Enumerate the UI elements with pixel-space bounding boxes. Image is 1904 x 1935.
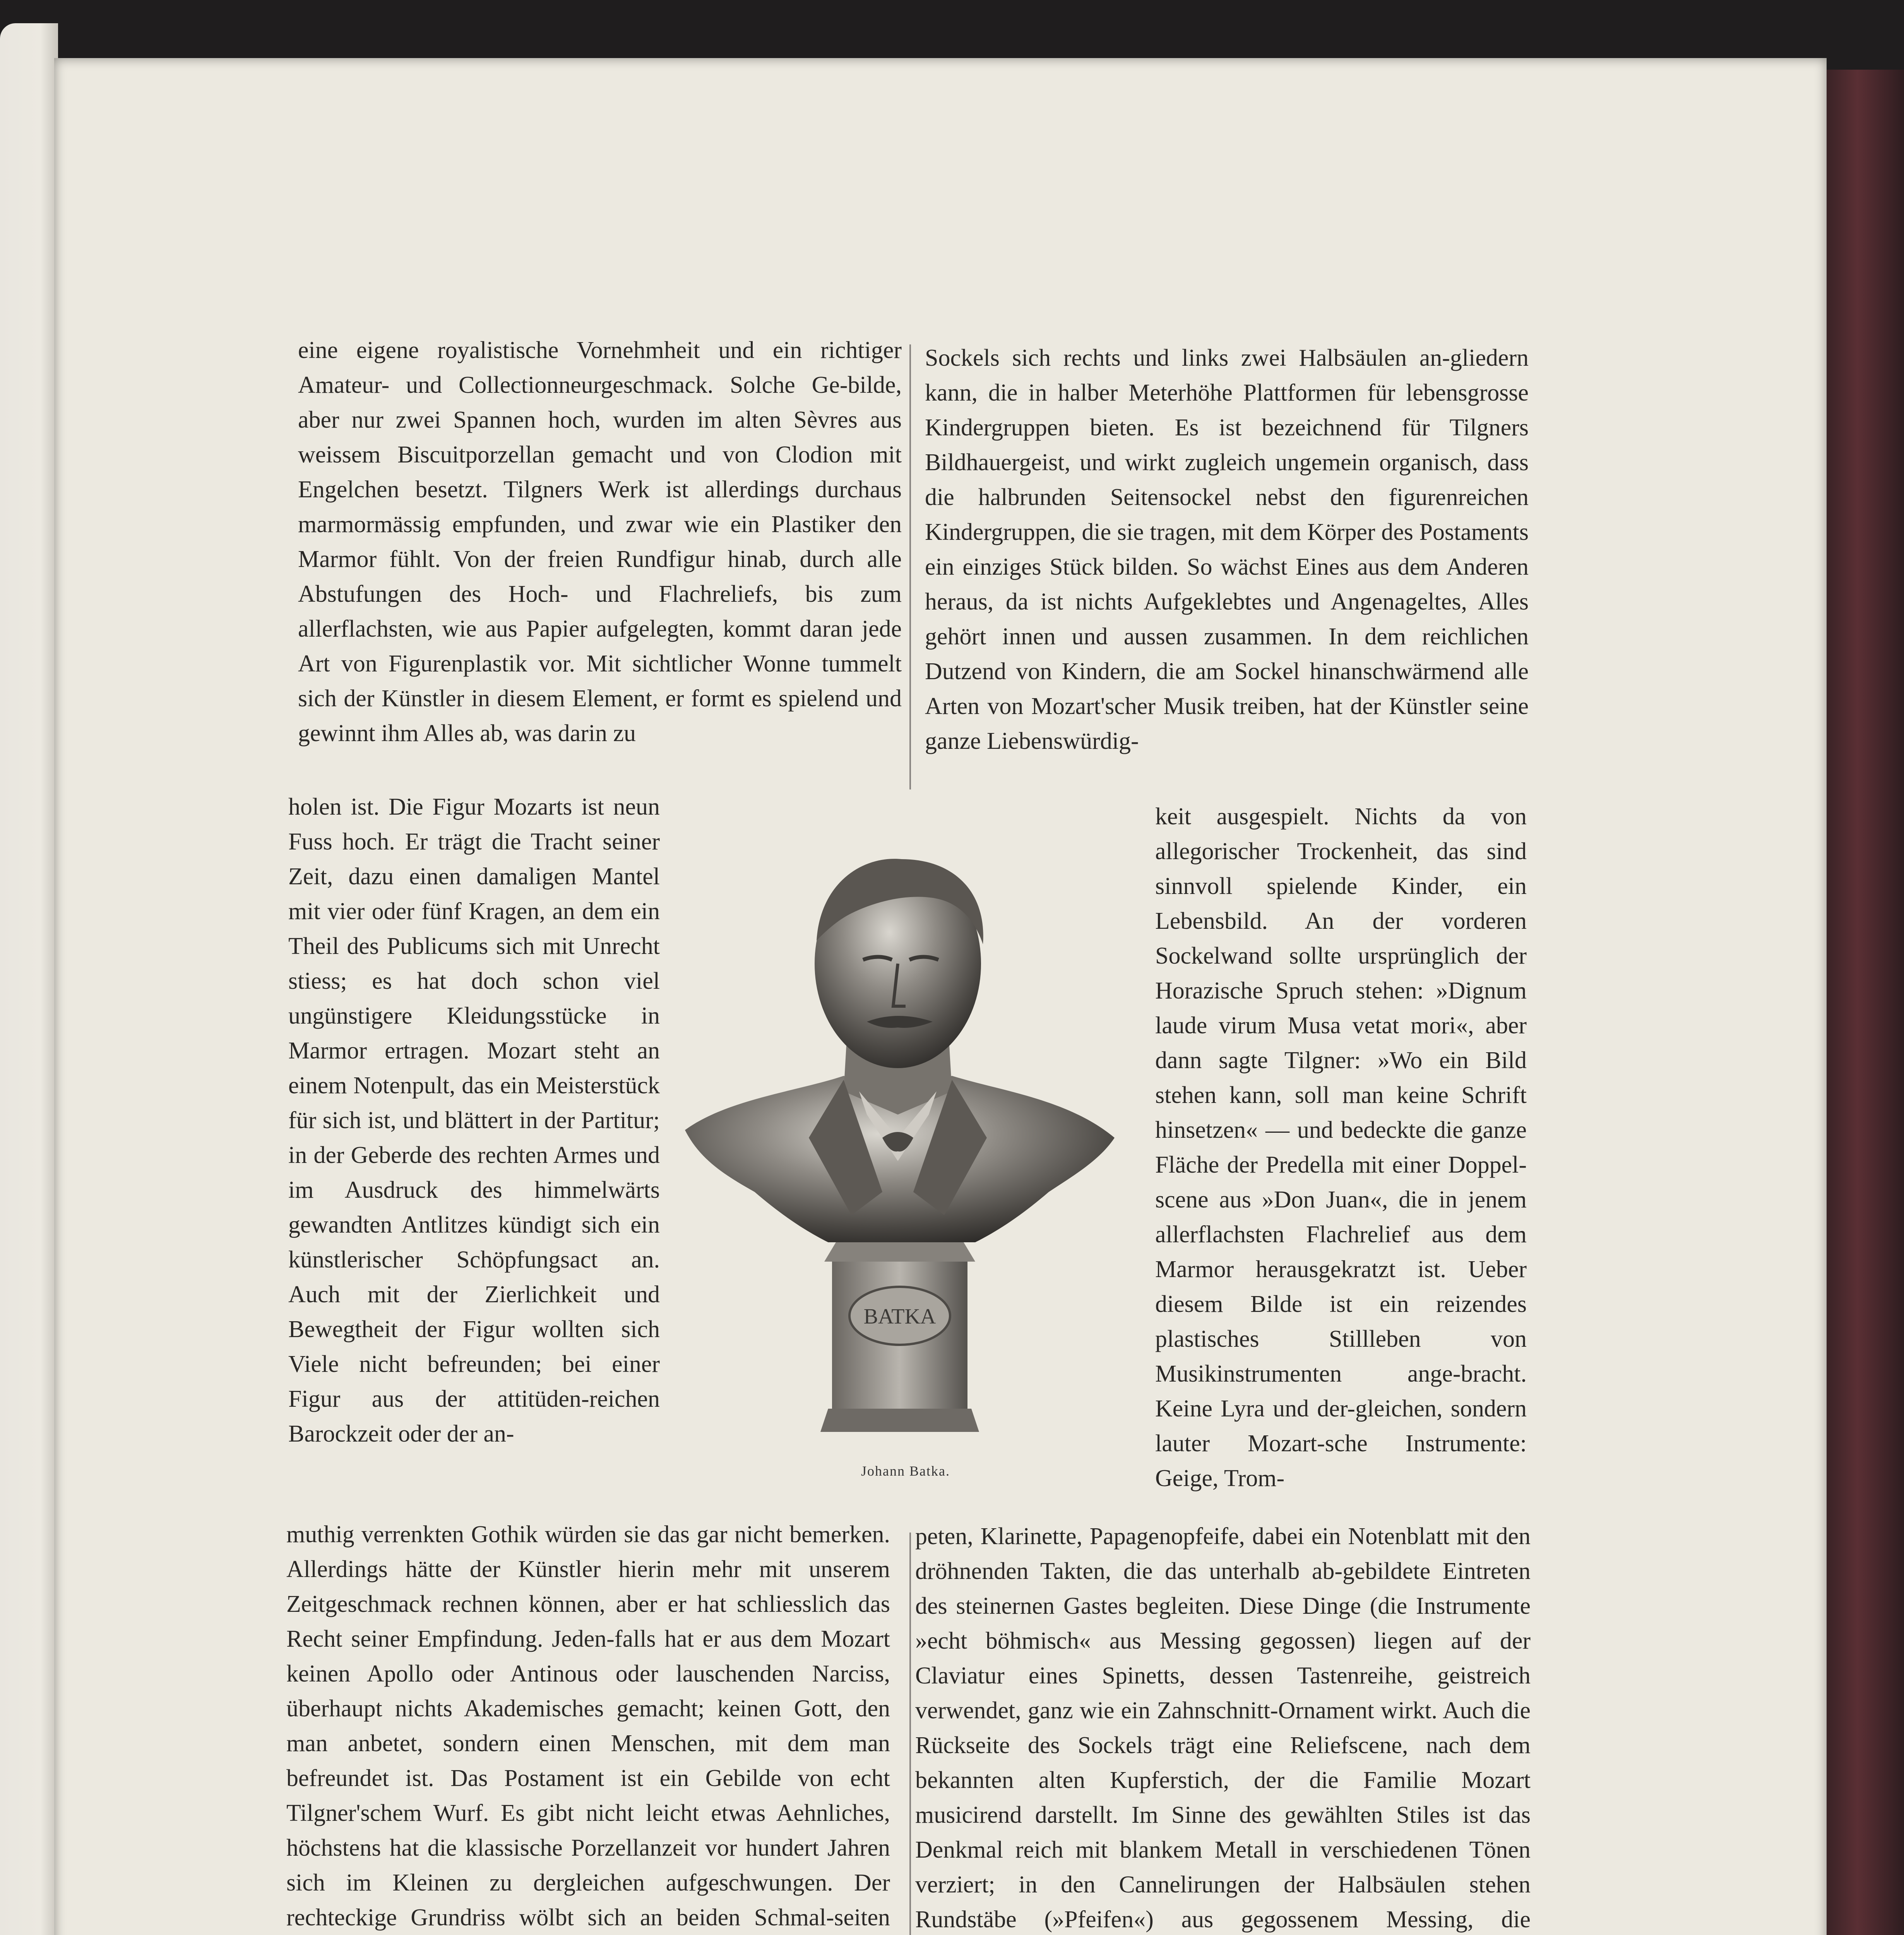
book-cover-edge xyxy=(1827,70,1904,1935)
bust-illustration xyxy=(681,844,1118,1447)
figure-caption: Johann Batka. xyxy=(861,1463,950,1479)
right-column-bottom-text xyxy=(915,1519,1531,1935)
left-column-wrap-text xyxy=(288,789,660,1451)
paragraph-right-mid: keit ausgespielt. Nichts da von allegorischer Trockenheit, das sind sinnvoll spielende Kinder, ein Lebensbild. An der vorderen Sockelwand sollte ursprünglich der Horazische Spruch stehen: »Dignum laude virum Musa vetat mori«, aber dann sagte Tilgner: »Wo ein Bild stehen kann, soll man keine Schrift hinsetzen« — und bedeckte die ganze Fläche der Predella mit einer Doppel-scene aus »Don Juan«, die in jenem allerflachsten Flachrelief aus dem Marmor herausgekratzt ist. Ueber diesem Bilde ist ein reizendes plastisches Stillleben von Musikinstrumenten ange-bracht. Keine Lyra und der-gleichen, sondern lauter Mozart-sche Instrumente: Geige, Trom- xyxy=(1155,803,1527,1491)
paragraph-right-bottom: peten, Klarinette, Papagenopfeife, dabei ein Notenblatt mit den dröhnenden Takten, die das unterhalb ab-gebildete Eintreten des steinernen Gastes begleiten. Diese Dinge (die Instrumente »echt böhmisch« aus Messing gegossen) liegen auf der Claviatur eines Spinetts, dessen Tastenreihe, geistreich verwendet, ganz wie ein Zahnschnitt-Ornament wirkt. Auch die Rückseite des Sockels trägt eine Reliefscene, nach dem bekannten alten Kupferstich, der die Familie Mozart musicirend darstellt. Im Sinne des gewählten Stiles ist das Denkmal reich mit blankem Metall in verschiedenen Tönen verziert; in den Cannelirungen der Halbsäulen stehen Rundstäbe (»Pfeifen«) aus gegossenem Messing, die xyxy=(915,1523,1531,1933)
adjacent-page-edge xyxy=(0,23,58,1935)
right-column-top-text xyxy=(925,341,1529,759)
column-divider-top xyxy=(909,344,911,789)
paragraph-left-mid: holen ist. Die Figur Mozarts ist neun Fuss hoch. Er trägt die Tracht seiner Zeit, dazu einen damaligen Mantel mit vier oder fünf Kragen, an dem ein Theil des Publicums sich mit Unrecht stiess; es hat doch schon viel ungünstigere Kleidungsstücke in Marmor ertragen. Mozart steht an einem Notenpult, das ein Meisterstück für sich ist, und blättert in der Partitur; in der Geberde des rechten Armes und im Ausdruck des himmelwärts gewandten Antlitzes kündigt sich ein künstlerischer Schöpfungsact an. Auch mit der Zierlichkeit und Bewegtheit der Figur wollten sich Viele nicht befreunden; bei einer Figur aus der attitüden-reichen Barockzeit oder der an- xyxy=(288,794,660,1447)
left-column-bottom-text xyxy=(286,1517,890,1935)
paragraph-right-top: Sockels sich rechts und links zwei Halbsäulen an-gliedern kann, die in halber Meterhöhe Plattformen für lebensgrosse Kindergruppen bieten. Es ist bezeichnend für Tilgners Bildhauergeist, und wirkt zugleich ungemein organisch, dass die halbrunden Seitensockel nebst den figurenreichen Kindergruppen, die sie tragen, mit dem Körper des Postaments ein einziges Stück bilden. So wächst Eines aus dem Anderen heraus, da ist nichts Aufgeklebtes und Angenageltes, Alles gehört innen und aussen zusammen. In dem reichlichen Dutzend von Kindern, die am Sockel hinanschwärmend alle Arten von Mozart'scher Musik treiben, hat der Künstler seine ganze Liebenswürdig- xyxy=(925,345,1529,754)
paragraph-left-bottom: muthig verrenkten Gothik würden sie das gar nicht bemerken. Allerdings hätte der Künstler hierin mehr mit unserem Zeitgeschmack rechnen können, aber er hat schliesslich das Recht seiner Empfindung. Jeden-falls hat er aus dem Mozart keinen Apollo oder Antinous oder lauschenden Narciss, überhaupt nichts Akademisches gemacht; keinen Gott, den man anbetet, sondern einen Menschen, mit dem man befreundet ist. Das Postament ist ein Gebilde von echt Tilgner'schem Wurf. Es gibt nicht leicht etwas Aehnliches, höchstens hat die klassische Porzellanzeit vor hundert Jahren sich im Kleinen zu dergleichen aufgeschwungen. Der rechteckige Grundriss wölbt sich an beiden Schmal-seiten xyxy=(286,1521,890,1931)
pedestal-inscription: BATKA xyxy=(863,1305,936,1329)
paragraph-left-top: eine eigene royalistische Vornehmheit und ein richtiger Amateur- und Collectionneurgeschmack. Solche Ge-bilde, aber nur zwei Spannen hoch, wurden im alten Sèvres aus weissem Biscuitporzellan gemacht und von Clodion mit Engelchen besetzt. Tilgners Werk ist allerdings durchaus marmormässig empfunden, und zwar wie ein Plastiker den Marmor fühlt. Von der freien Rundfigur hinab, durch alle Abstufungen des Hoch- und Flachreliefs, bis zum allerflachsten, wie aus Papier aufgelegten, kommt daran jede Art von Figurenplastik vor. Mit sichtlicher Wonne tummelt sich der Künstler in diesem Element, er formt es spielend und gewinnt ihm Alles ab, was darin zu xyxy=(298,337,902,747)
left-column-top-text xyxy=(298,333,902,751)
column-divider-bottom xyxy=(909,1533,911,1935)
right-column-wrap-text xyxy=(1155,799,1527,1496)
